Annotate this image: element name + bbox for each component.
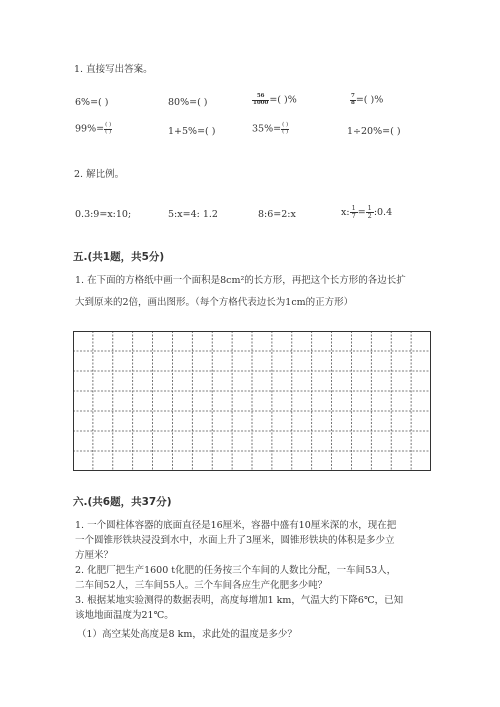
fraction: $\frac{1}{2}$ [367,204,372,220]
section-6-line-2: 一个圆锥形铁块浸没到水中，水面上升了3厘米，圆锥形铁块的体积是多少立 [75,535,395,546]
q1-item-7: 35%= $\frac{( )}{( )}$ [252,122,289,135]
section-6-line-5: 二车间52人，三车间55人。三个车间各应生产化肥多少吨？ [75,580,328,591]
fraction-blank: $\frac{( )}{( )}$ [282,122,289,135]
fraction: $\frac{1}{7}$ [351,204,356,220]
section-5-q1-line-1: 1. 在下面的方格纸中画一个面积是8cm²的长方形，再把这个长方形的各边长扩 [75,275,406,286]
fraction: $\frac{56}{1000}$ [253,93,269,106]
section-5-q1-line-2: 大到原来的2倍，画出图形。（每个方格代表边长为1cm的正方形） [75,297,354,308]
section-6-line-1: 1. 一个圆柱体容器的底面直径是16厘米，容器中盛有10厘米深的水，现在把 [75,520,397,531]
q1-item-1: 6%=( ) [75,97,109,108]
q1-item-4: $\frac{7}{8}$ =( )% [351,93,384,106]
q1-item-5: 99%= $\frac{( )}{( )}$ [75,122,112,135]
q2-item-4: x: $\frac{1}{7}$ = $\frac{1}{2}$ :0.4 [341,204,393,220]
q2-heading: 2. 解比例。 [74,169,125,180]
square-grid [73,331,431,471]
q2-item-2: 5:x=4: 1.2 [168,209,218,220]
section-6-line-6: 3. 根据某地实验测得的数据表明，高度每增加1 km，气温大约下降6℃，已知 [75,595,404,606]
section-5-title: 五.(共1题，共5分) [73,251,165,263]
q1-item-8: 1÷20%=( ) [347,126,401,137]
fraction: $\frac{7}{8}$ [351,93,355,106]
section-6-line-4: 2. 化肥厂把生产1600 t化肥的任务按三个车间的人数比分配，一车间53人， [75,565,397,576]
section-6-line-7: 该地地面温度为21℃。 [75,610,174,621]
q2-item-1: 0.3:9=x:10; [75,209,132,220]
q2-item-3: 8:6=2:x [258,209,296,220]
section-6-title: 六.(共6题，共37分) [73,496,172,508]
fraction-blank: $\frac{( )}{( )}$ [105,122,112,135]
q1-item-2: 80%=( ) [168,97,208,108]
q1-item-6: 1+5%=( ) [168,126,216,137]
q1-item-3: $\frac{56}{1000}$ =( )% [253,93,297,106]
section-6-sub-1: （1）高空某处高度是8 km，求此处的温度是多少？ [77,629,297,640]
q1-heading: 1. 直接写出答案。 [74,64,153,75]
section-6-line-3: 方厘米？ [75,550,114,561]
